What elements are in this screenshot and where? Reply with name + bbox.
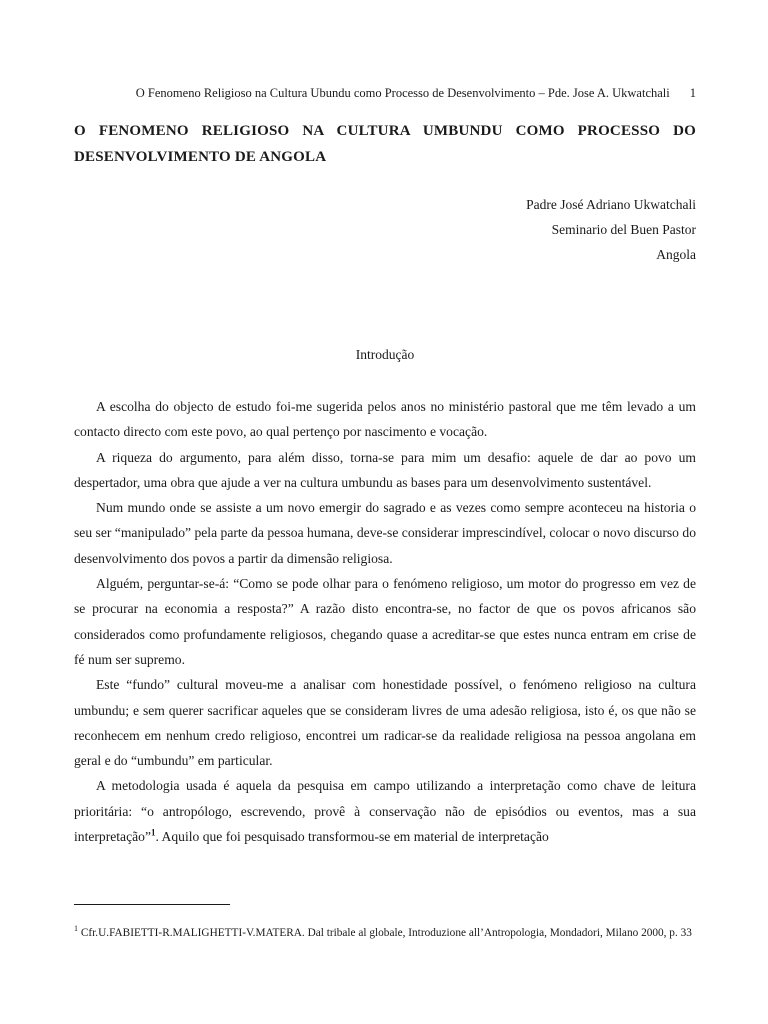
paragraph: Este “fundo” cultural moveu-me a analisar com honestidade possível, o fenómeno religioso na cultura umbundu; e sem querer sacrificar aqueles que se consideram livres de uma adesão religiosa, isto é, os que não se reconhecem em nenhum credo religioso, encontrei um radicar-se da realidade religiosa na pessoa angolana em geral e do “umbundu” em particular. <box>74 677 696 769</box>
author-institution: Seminario del Buen Pastor <box>551 222 696 237</box>
page-number: 1 <box>689 85 696 100</box>
footnote-mark: 1 <box>74 924 78 934</box>
body-text <box>74 394 696 849</box>
footnote-separator <box>74 904 230 905</box>
paragraph: A riqueza do argumento, para além disso, torna-se para mim um desafio: aquele de dar ao povo um despertador, uma obra que ajude a ver na cultura umbundu as bases para um desenvolvimento sustentável. <box>74 449 696 490</box>
footnote <box>74 925 696 941</box>
paragraph: A escolha do objecto de estudo foi-me sugerida pelos anos no ministério pastoral que me têm levado a um contacto directo com este povo, ao qual pertenço por nascimento e vocação. <box>74 399 696 440</box>
document-title: O FENOMENO RELIGIOSO NA CULTURA UMBUNDU COMO PROCESSO DO DESENVOLVIMENTO DE ANGOLA <box>74 123 696 165</box>
running-header <box>74 84 696 102</box>
author-block <box>74 192 696 267</box>
footnote-text: Cfr.U.FABIETTI-R.MALIGHETTI-V.MATERA. Dal tribale al globale, Introduzione all’Antropologia, Mondadori, Milano 2000, p. 33 <box>80 927 692 939</box>
running-header-title: O Fenomeno Religioso na Cultura Ubundu como Processo de Desenvolvimento – Pde. Jose A. Ukwatchali <box>135 85 670 100</box>
paragraph-text-continued: . Aquilo que foi pesquisado transformou-se em material de interpretação <box>155 829 549 845</box>
author-name: Padre José Adriano Ukwatchali <box>526 197 696 212</box>
footnote-reference[interactable]: 1 <box>150 827 156 838</box>
paragraph-text: A metodologia usada é aquela da pesquisa em campo utilizando a interpretação como chave de leitura prioritária: “o antropólogo, escrevendo, provê à conservação não de episódios ou eventos, mas a sua interpretação” <box>74 778 696 845</box>
author-country: Angola <box>656 247 696 262</box>
paragraph: Num mundo onde se assiste a um novo emergir do sagrado e as vezes como sempre aconteceu na historia o seu ser “manipulado” pela parte da pessoa humana, deve-se considerar imprescindível, colocar o novo discurso do desenvolvimento dos povos a partir da dimensão religiosa. <box>74 500 696 566</box>
paragraph-with-footnote <box>74 773 696 849</box>
paragraph: Alguém, perguntar-se-á: “Como se pode olhar para o fenómeno religioso, um motor do progresso em vez de se procurar na economia a resposta?” A razão disto encontra-se, no factor de que os povos africanos são considerados como profundamente religiosos, chegando quase a acreditar-se que estes nunca entram em crise de fé num ser supremo. <box>74 576 696 667</box>
section-heading: Introdução <box>355 347 415 362</box>
